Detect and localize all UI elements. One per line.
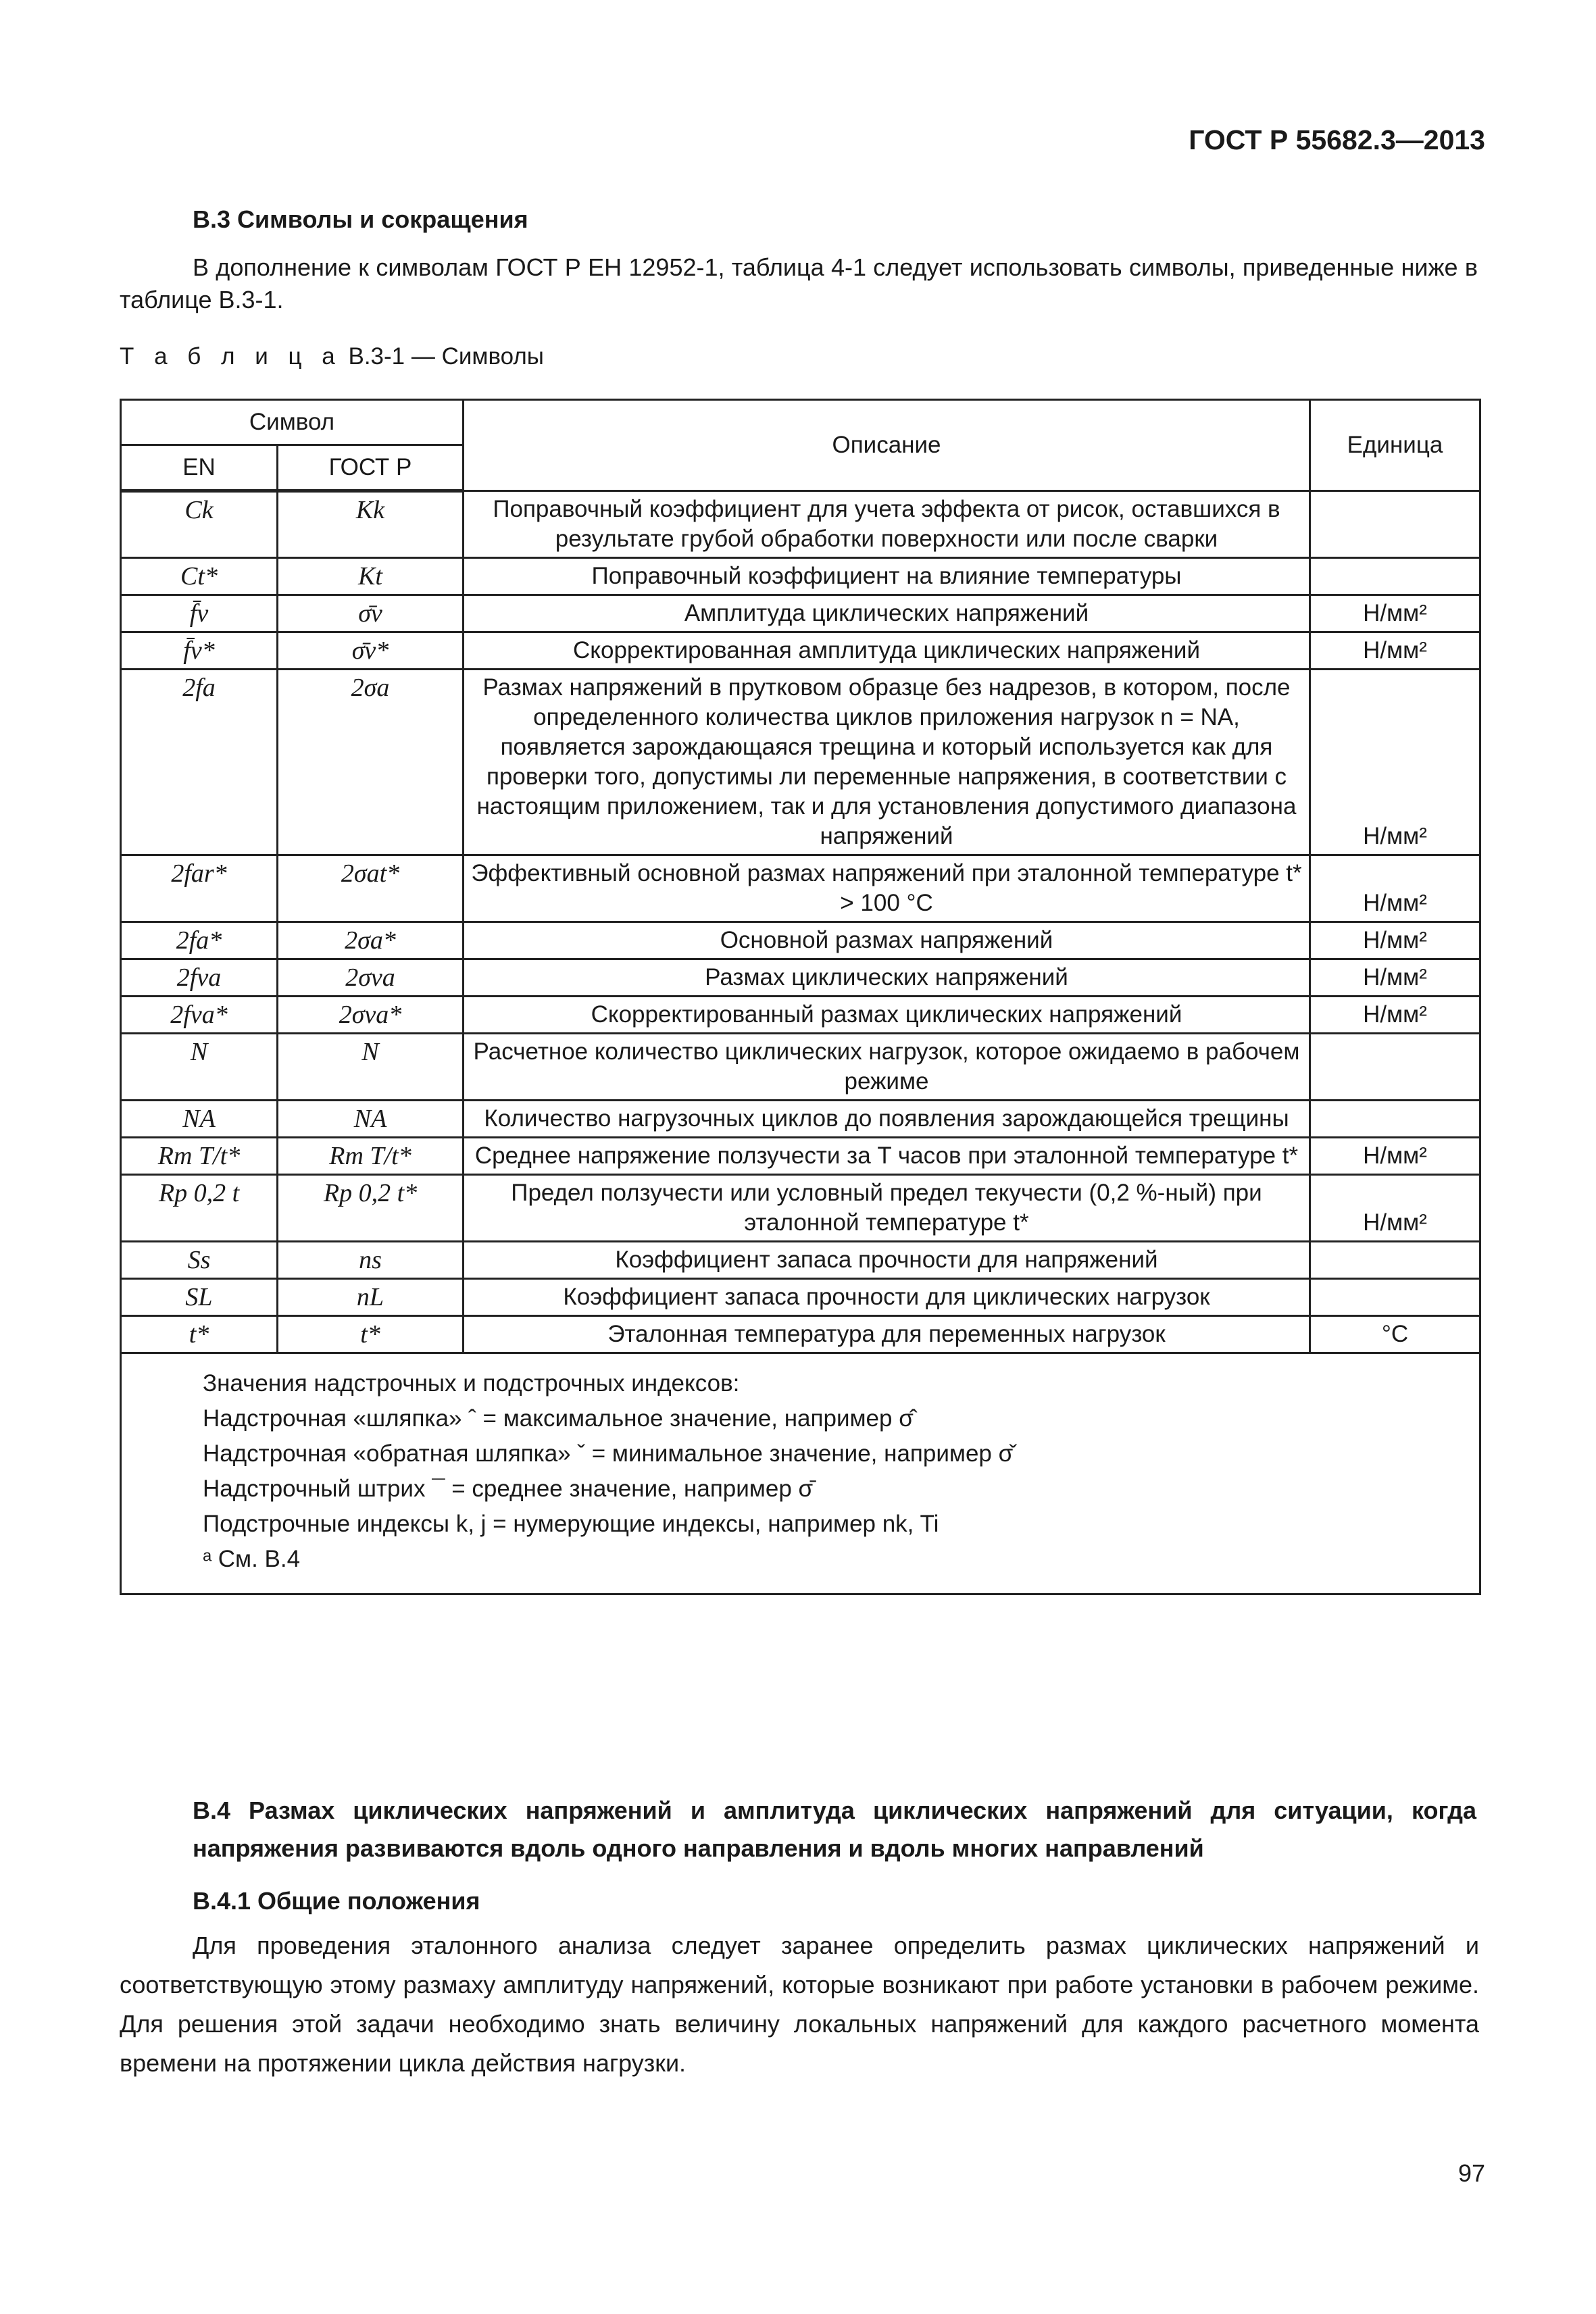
cell-gost: t* — [278, 1316, 464, 1353]
cell-gost: Rp 0,2 t* — [278, 1175, 464, 1242]
page-number: 97 — [1457, 2159, 1485, 2187]
cell-gost: σ̄v* — [278, 632, 464, 670]
table-row — [121, 632, 1480, 670]
section-b3-intro: В дополнение к символам ГОСТ Р ЕН 12952-1, таблица 4-1 следует использовать символы, приведенные ниже в таблице В.3-1. — [120, 253, 1478, 313]
cell-description: Эффективный основной размах напряжений при эталонной температуре t* > 100 °С — [464, 855, 1310, 922]
cell-gost: 2σa* — [278, 922, 464, 959]
cell-unit: °С — [1310, 1316, 1480, 1353]
cell-en: Rm T/t* — [121, 1138, 278, 1175]
cell-en: 2fa — [121, 670, 278, 855]
cell-description: Размах напряжений в прутковом образце без надрезов, в котором, после определенного количества циклов приложения нагрузок n = NA, появляется зарождающаяся трещина и который используется как для проверки того, допустимы ли переменные напряжения, в соответствии с настоящим приложением, так и для установления допустимого диапазона напряжений — [464, 670, 1310, 855]
cell-unit: Н/мм² — [1310, 670, 1480, 855]
header-symbol: Символ — [121, 400, 464, 445]
cell-gost: σ̄v — [278, 595, 464, 632]
table-row — [121, 1279, 1480, 1316]
cell-description: Среднее напряжение ползучести за T часов при эталонной температуре t* — [464, 1138, 1310, 1175]
section-b4-title: В.4 Размах циклических напряжений и амплитуда циклических напряжений для ситуации, когда напряжения развиваются вдоль одного направления и вдоль многих направлений — [193, 1796, 1476, 1862]
cell-en: 2far* — [121, 855, 278, 922]
cell-gost: ns — [278, 1242, 464, 1279]
cell-gost: 2σva* — [278, 997, 464, 1034]
cell-gost: N — [278, 1034, 464, 1101]
cell-gost: NA — [278, 1101, 464, 1138]
note-line: Надстрочный штрих ¯ = среднее значение, например σ̄ — [203, 1476, 814, 1502]
table-row — [121, 558, 1480, 595]
table-notes — [121, 1353, 1480, 1594]
table-row — [121, 670, 1480, 855]
header-en: EN — [121, 445, 278, 491]
cell-unit: Н/мм² — [1310, 997, 1480, 1034]
table-caption — [120, 343, 544, 370]
note-line: ᵃ См. В.4 — [203, 1546, 301, 1572]
cell-description: Расчетное количество циклических нагрузок, которое ожидаемо в рабочем режиме — [464, 1034, 1310, 1101]
note-line: Подстрочные индексы k, j = нумерующие индексы, например nk, Ti — [203, 1511, 939, 1537]
cell-description: Эталонная температура для переменных нагрузок — [464, 1316, 1310, 1353]
cell-description: Количество нагрузочных циклов до появления зарождающейся трещины — [464, 1101, 1310, 1138]
cell-unit — [1310, 1034, 1480, 1101]
cell-description: Скорректированная амплитуда циклических напряжений — [464, 632, 1310, 670]
cell-gost: 2σat* — [278, 855, 464, 922]
cell-description: Поправочный коэффициент на влияние температуры — [464, 558, 1310, 595]
cell-en: 2fva — [121, 959, 278, 997]
table-row — [121, 922, 1480, 959]
table-row — [121, 595, 1480, 632]
table-row — [121, 1101, 1480, 1138]
cell-en: NA — [121, 1101, 278, 1138]
cell-unit — [1310, 1242, 1480, 1279]
header-gost: ГОСТ Р — [278, 445, 464, 491]
cell-description: Скорректированный размах циклических напряжений — [464, 997, 1310, 1034]
header-description: Описание — [464, 400, 1310, 491]
cell-unit — [1310, 491, 1480, 558]
table-row — [121, 997, 1480, 1034]
cell-gost: Rm T/t* — [278, 1138, 464, 1175]
section-b41-title: В.4.1 Общие положения — [193, 1887, 480, 1915]
cell-description: Размах циклических напряжений — [464, 959, 1310, 997]
cell-description: Поправочный коэффициент для учета эффекта от рисок, оставшихся в результате грубой обработки поверхности или после сварки — [464, 491, 1310, 558]
cell-gost: 2σva — [278, 959, 464, 997]
cell-en: 2fa* — [121, 922, 278, 959]
cell-en: N — [121, 1034, 278, 1101]
table-row — [121, 1175, 1480, 1242]
table-row — [121, 959, 1480, 997]
note-line: Надстрочная «шляпка» ˆ = максимальное значение, например σ̂ — [203, 1405, 914, 1432]
cell-gost: Kt — [278, 558, 464, 595]
table-row — [121, 1138, 1480, 1175]
table-caption-prefix: Т а б л и ц а — [120, 343, 342, 370]
header-unit: Единица — [1310, 400, 1480, 491]
cell-unit: Н/мм² — [1310, 855, 1480, 922]
symbols-table — [120, 399, 1481, 1595]
cell-description: Коэффициент запаса прочности для циклических нагрузок — [464, 1279, 1310, 1316]
cell-en: f̄v — [121, 595, 278, 632]
cell-description: Основной размах напряжений — [464, 922, 1310, 959]
cell-en: 2fva* — [121, 997, 278, 1034]
note-line: Надстрочная «обратная шляпка» ˇ = минимальное значение, например σ̌ — [203, 1440, 1014, 1467]
table-caption-rest: В.3-1 — Символы — [348, 343, 544, 370]
table-row — [121, 491, 1480, 558]
cell-unit: Н/мм² — [1310, 1175, 1480, 1242]
cell-en: Ck — [121, 491, 278, 558]
note-line: Значения надстрочных и подстрочных индексов: — [203, 1370, 740, 1397]
cell-unit: Н/мм² — [1310, 922, 1480, 959]
cell-unit — [1310, 1101, 1480, 1138]
cell-gost: 2σa — [278, 670, 464, 855]
cell-gost: nL — [278, 1279, 464, 1316]
cell-en: Rp 0,2 t — [121, 1175, 278, 1242]
cell-unit: Н/мм² — [1310, 959, 1480, 997]
standard-designation: ГОСТ Р 55682.3—2013 — [1189, 124, 1485, 155]
cell-unit — [1310, 1279, 1480, 1316]
cell-en: Ct* — [121, 558, 278, 595]
table-row — [121, 1034, 1480, 1101]
table-row — [121, 1242, 1480, 1279]
cell-unit: Н/мм² — [1310, 632, 1480, 670]
cell-unit — [1310, 558, 1480, 595]
section-b41-body: Для проведения эталонного анализа следует заранее определить размах циклических напряжений и соответствующую этому размаху амплитуду напряжений, которые возникают при работе установки в рабочем режиме. Для решения этой задачи необходимо знать величину локальных напряжений для каждого расчетного момента времени на протяжении цикла действия нагрузки. — [120, 1932, 1479, 2077]
table-row — [121, 855, 1480, 922]
section-b3-title: В.3 Символы и сокращения — [193, 205, 528, 233]
table-row — [121, 1316, 1480, 1353]
cell-description: Коэффициент запаса прочности для напряжений — [464, 1242, 1310, 1279]
cell-description: Предел ползучести или условный предел текучести (0,2 %-ный) при эталонной температуре t* — [464, 1175, 1310, 1242]
cell-en: f̄v* — [121, 632, 278, 670]
table-body — [121, 491, 1480, 1353]
cell-en: SL — [121, 1279, 278, 1316]
cell-gost: Kk — [278, 491, 464, 558]
cell-en: Ss — [121, 1242, 278, 1279]
cell-en: t* — [121, 1316, 278, 1353]
cell-unit: Н/мм² — [1310, 595, 1480, 632]
cell-unit: Н/мм² — [1310, 1138, 1480, 1175]
cell-description: Амплитуда циклических напряжений — [464, 595, 1310, 632]
